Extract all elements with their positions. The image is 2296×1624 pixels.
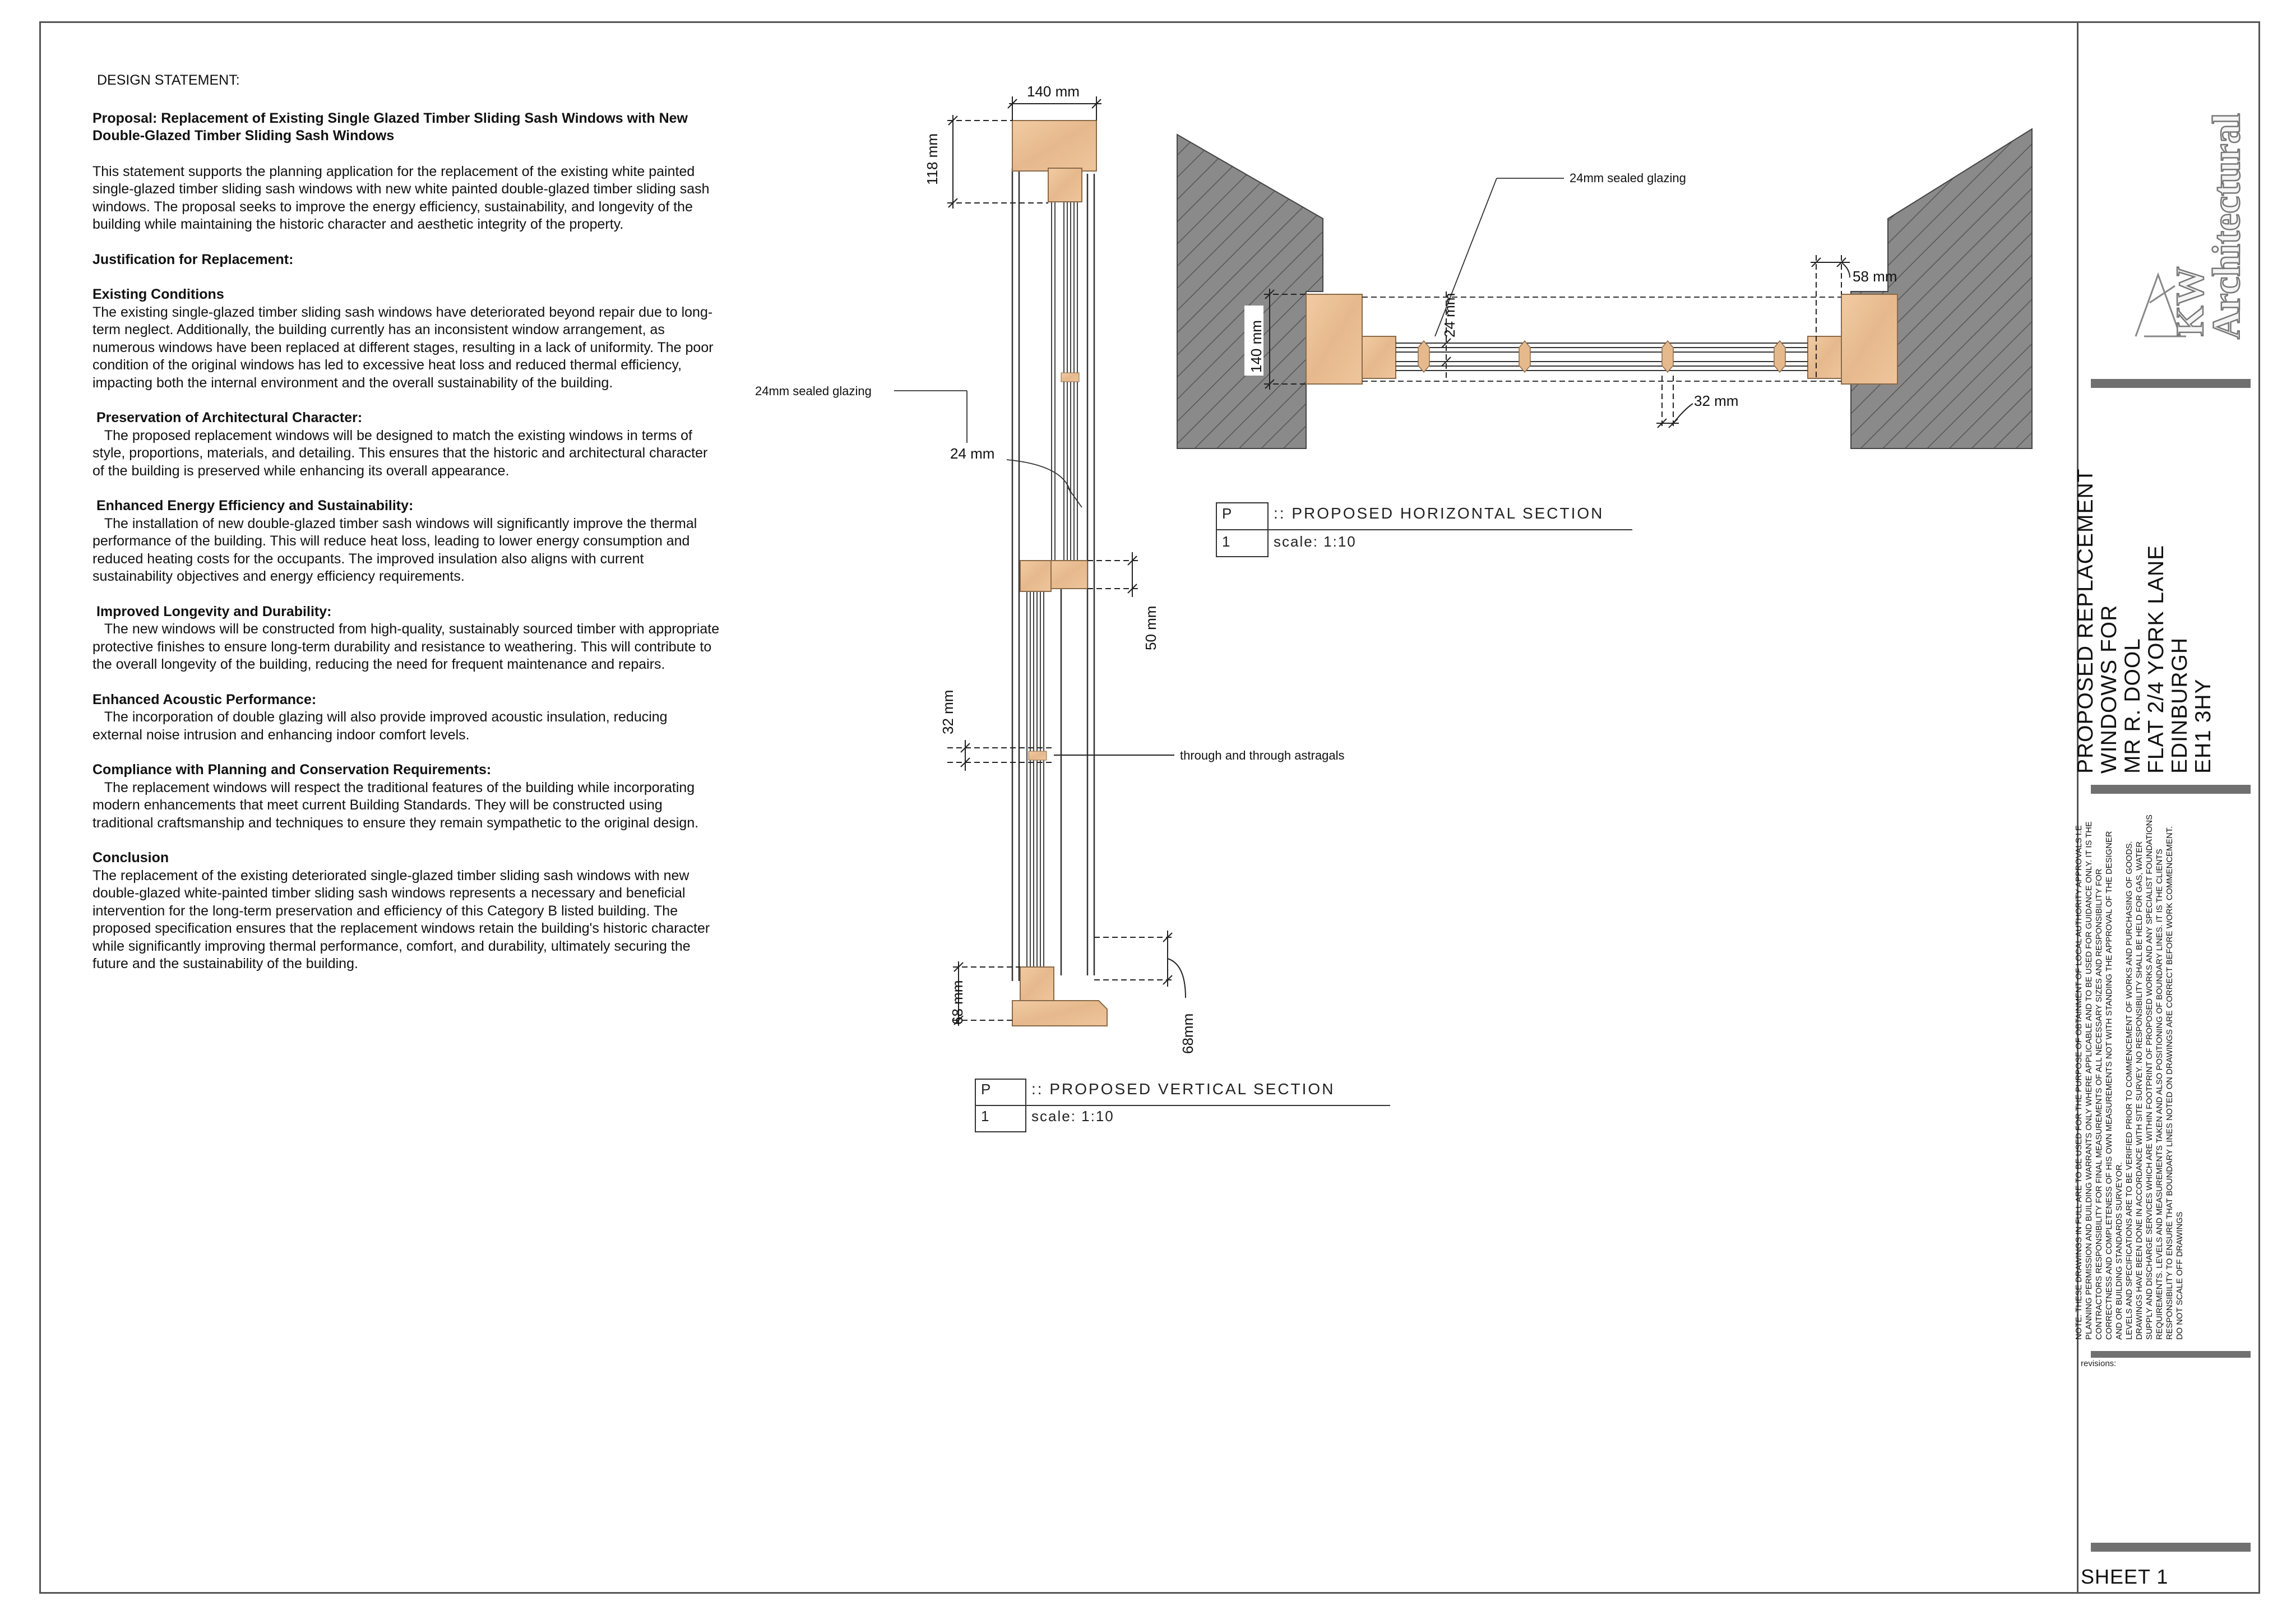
meeting-rail-lower [1020,561,1051,591]
logo-architectural: Architectural [2205,113,2248,339]
sill-timber [1012,1001,1107,1026]
vertical-label-scale: scale: 1:10 [1031,1108,1114,1125]
section-body: The incorporation of double glazing will also provide improved acoustic insulation, reducing external noise intrusion and enhancing indoor comfort levels. [92,709,672,743]
dim-width-text: 140 mm [1027,83,1080,100]
dim-astragal-text-v: 32 mm [939,690,956,734]
proposal-heading: Proposal: Replacement of Existing Single Glazed Timber Sliding Sash Windows with New Double-Glazed Timber Sliding Sash Windows [92,110,688,144]
horizontal-label-title: :: PROPOSED HORIZONTAL SECTION [1274,505,1604,522]
dim-glazing-text-h: 24 mm [1441,293,1458,337]
sheet-number: SHEET 1 [2081,1565,2169,1588]
statement-intro: This statement supports the planning application for the replacement of the existing white painted single-glazed timber sliding sash windows with new white painted double-glazed timber sliding sash windows. The proposal seeks to improve the energy efficiency, sustainability, and longevity of the building while maintaining the historic character and aesthetic integrity of the property. [92,163,710,232]
project-line: EH1 3HY [2191,678,2215,774]
horizontal-label-scale: scale: 1:10 [1274,533,1357,550]
dim-meeting-text: 50 mm [1142,605,1159,650]
project-line: EDINBURGH [2168,637,2192,774]
stile-right [1808,336,1841,378]
astragal-lower [1029,751,1047,760]
disclaimer-paragraph: NOTE: THESE DRAWINGS IN FULL ARE TO BE USED FOR THE PURPOSE OF OBTAINMENT OF LOCAL AUTHORITY APPROVALS I.E PLANNING PERMISSION AND BUILDING WARRANTS ONLY WHERE APPLICABLE AND TO BE USED FOR GUIDANCE ONLY. IT IS THE CONTRACTORS RESPONSIBILITY FOR FINAL MEASUREMENTS OF ALL NECESSARY SIZES AND RESPONSIBILITY FOR CORRECTNESS AND COMPLETENESS OF HIS OWN MEASUREMENTS NOT WITH STANDING THE APPROVAL OF THE DESIGNER AND OR BUILDING STANDARDS SURVEYOR. [2075,821,2124,1340]
section-heading: Conclusion [92,850,169,866]
vertical-label-num: 1 [981,1108,990,1125]
dim-head-text: 118 mm [924,133,941,185]
project-line: WINDOWS FOR [2097,604,2121,774]
project-title [2073,468,2215,774]
logo-kw: KW [2169,266,2212,336]
masonry-right [1851,129,2032,448]
section-body: The new windows will be constructed from high-quality, sustainably sourced timber with appropriate protective finishes to ensure long-term durability and resistance to weathering. This will contribute to the overall longevity of the building, reducing the need for frequent maintenance and repairs. [92,621,724,672]
project-line: MR R. DOOL [2121,638,2145,774]
section-heading: Compliance with Planning and Conservation Requirements: [92,762,492,778]
masonry-left [1177,135,1323,448]
section-heading: Preservation of Architectural Character: [92,410,363,425]
upper-sash-top-rail [1048,168,1082,202]
disclaimer-notes [2074,813,2185,1340]
dim-astragal-line-h [1656,376,1693,429]
jamb-left [1306,294,1362,384]
horizontal-section [1177,129,2032,557]
head-timber [1012,121,1096,171]
horizontal-label-code: P [1222,505,1233,522]
dim-sill-text-left: 68 mm [949,980,966,1025]
section-body: The proposed replacement windows will be designed to match the existing windows in terms of style, proportions, materials, and detailing. This ensures that the historic and architectural character of the building is preserved while enhancing its overall appearance. [92,427,712,479]
stile-left [1362,336,1396,378]
dim-frame-text-h: 140 mm [1248,320,1265,373]
section-heading: Improved Longevity and Durability: [92,603,332,619]
astragal-note: through and through astragals [1180,748,1345,762]
section-heading: Enhanced Acoustic Performance: [92,691,317,707]
dim-meeting-line [1087,552,1138,597]
vertical-label-code: P [981,1081,992,1098]
company-logo [2124,22,2251,367]
title-block-bar-4 [2091,1543,2251,1552]
upper-sash-glazing [1052,168,1077,566]
justification-heading: Justification for Replacement: [92,251,294,267]
section-body: The existing single-glazed timber sliding sash windows have deteriorated beyond repair due to long-term neglect. Additionally, the building currently has an inconsistent window arrangement, as numerous windows have been replaced at different stages, resulting in a lack of uniformity. The poor condition of the original windows has led to excessive heat loss and reduced thermal efficiency, impacting both the internal environment and the overall sustainability of the building. [92,304,718,391]
dim-astragal-text-h: 32 mm [1694,392,1739,409]
section-body: The replacement windows will respect the traditional features of the building while incorporating modern enhancements that meet current Building Standards. They will be constructed using traditional craftsmanship and techniques to ensure they remain sympathetic to the original design. [92,779,699,831]
dim-glazing-text-v: 24 mm [950,445,995,462]
title-block-bar-2 [2091,785,2251,794]
dim-sill-line-right [1094,931,1186,998]
glazing-note-h: 24mm sealed glazing [1570,171,1686,185]
project-line: PROPOSED REPLACEMENT [2073,468,2098,774]
statement-title: DESIGN STATEMENT: [97,72,240,88]
section-heading: Existing Conditions [92,286,224,302]
horizontal-label-num: 1 [1222,533,1232,550]
section-body: The replacement of the existing deteriorated single-glazed timber sliding sash windows with new double-glazed white-painted timber sliding sash windows represents a necessary and beneficial intervention for the long-term preservation and efficiency of this Category B listed building. The proposed specification ensures that the replacement windows retain the building's historic character while significantly improving thermal performance, comfort, and durability, ultimately securing the future and the sustainability of the building. [92,867,714,971]
section-heading: Enhanced Energy Efficiency and Sustainability: [92,498,414,513]
lower-sash-glazing [1027,572,1044,970]
jamb-right [1841,294,1897,384]
disclaimer-paragraph: LEVELS AND SPECIFICATIONS ARE TO BE VERIFIED PRIOR TO COMMENCEMENT OF WORKS AND PURCHASING OF GOODS. DRAWINGS HAVE BEEN DONE IN ACCORDANCE WITH SITE SURVEY. NO RESPONSIBILITY SHALL BE HELD FOR GAS, WATER SUPPLY AND DISCHARGE SERVICES WHICH ARE WITHIN FOOTPRINT OF PROPOSED WORKS AND ANY SPECIALIST FOUNDATIONS REQUIREMENTS. LEVELS AND MEASUREMENTS TAKEN AND ALSO POSITIONING OF BOUNDARY LINES. IT IS THE CLIENTS RESPONSIBILITY TO ENSURE THAT BOUNDARY LINES NOTED ON DRAWINGS ARE CORRECT BEFORE WORK COMMENCEMENT. DO NOT SCALE OFF DRAWINGS [2125,814,2184,1340]
section-body: The installation of new double-glazed timber sash windows will significantly improve the thermal performance of the building. This will reduce heat loss, leading to lower energy consumption and reduced heating costs for the occupants. The improved insulation also aligns with current sustainability objectives and energy efficiency requirements. [92,515,701,584]
meeting-rail-upper [1048,561,1087,589]
title-block-bar-1 [2091,379,2251,388]
astragal-upper [1061,373,1079,382]
astragal-markers-h [1418,341,1785,372]
project-line: FLAT 2/4 YORK LANE [2144,544,2168,774]
dim-sill-text-right: 68mm [1179,1013,1196,1054]
dim-width-line [1008,96,1101,121]
bottom-rail [1020,967,1054,1001]
dim-right-text-h: 58 mm [1853,268,1897,285]
horizontal-glazing [1362,297,1841,381]
vertical-label-title: :: PROPOSED VERTICAL SECTION [1031,1080,1335,1098]
glazing-note-v: 24mm sealed glazing [755,384,872,398]
title-block-bar-3 [2091,1351,2251,1358]
revisions-label: revisions: [2081,1359,2117,1368]
